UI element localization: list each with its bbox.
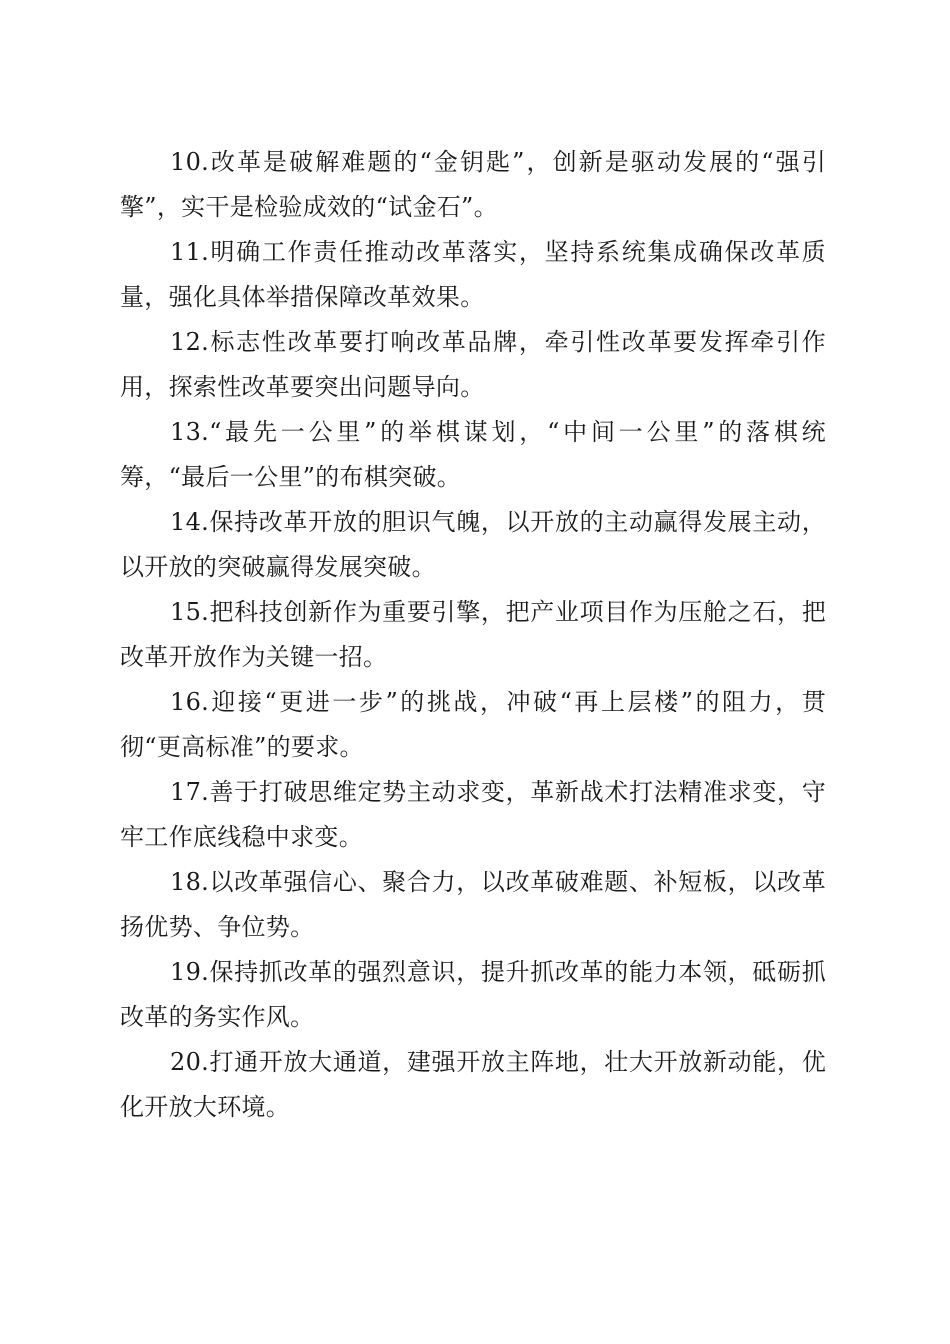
paragraph-11: 11.明确工作责任推动改革落实，坚持系统集成确保改革质量，强化具体举措保障改革效果。: [120, 238, 826, 311]
paragraph-17: 17.善于打破思维定势主动求变，革新战术打法精准求变，守牢工作底线稳中求变。: [120, 778, 826, 851]
paragraph-20: 20.打通开放大通道，建强开放主阵地，壮大开放新动能，优化开放大环境。: [120, 1048, 826, 1121]
paragraph-12: 12.标志性改革要打响改革品牌，牵引性改革要发挥牵引作用，探索性改革要突出问题导向。: [120, 328, 826, 401]
document-body: [120, 140, 826, 1130]
paragraph-10: 10.改革是破解难题的“金钥匙”，创新是驱动发展的“强引擎”，实干是检验成效的“试金石”。: [120, 148, 826, 221]
paragraph-14: 14.保持改革开放的胆识气魄，以开放的主动赢得发展主动，以开放的突破赢得发展突破。: [120, 508, 826, 581]
paragraph-16: 16.迎接“更进一步”的挑战，冲破“再上层楼”的阻力，贯彻“更高标准”的要求。: [120, 688, 826, 761]
paragraph-18: 18.以改革强信心、聚合力，以改革破难题、补短板，以改革扬优势、争位势。: [120, 868, 826, 941]
paragraph-19: 19.保持抓改革的强烈意识，提升抓改革的能力本领，砥砺抓改革的务实作风。: [120, 958, 826, 1031]
paragraph-15: 15.把科技创新作为重要引擎，把产业项目作为压舱之石，把改革开放作为关键一招。: [120, 598, 826, 671]
paragraph-13: 13.“最先一公里”的举棋谋划，“中间一公里”的落棋统筹，“最后一公里”的布棋突破。: [120, 418, 826, 491]
